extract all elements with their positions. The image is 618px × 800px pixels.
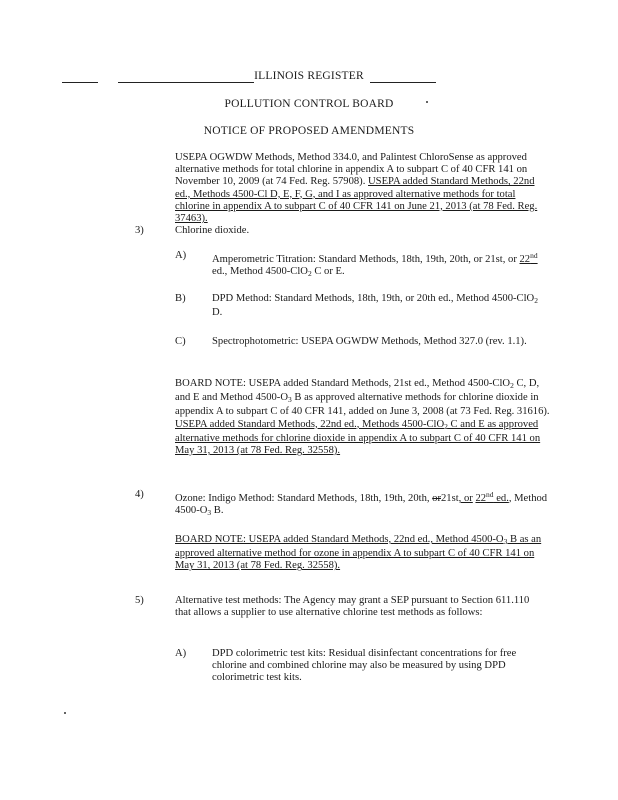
item-4-board-note: BOARD NOTE: USEPA added Standard Methods, 22nd ed., Method $4500-O_3$ B as an approved alternative method for ozone in appendix A to subpart C of 40 CFR 141 on May 31, 2013 (at 78 Fed. Reg. 32558).	[175, 534, 542, 572]
header-rule-mid	[118, 82, 254, 83]
intro-paragraph	[175, 152, 551, 225]
item-5-number: 5)	[135, 595, 144, 606]
board-title: POLLUTION CONTROL BOARD	[224, 98, 394, 110]
item-5a-text: DPD colorimetric test kits: Residual disinfectant concentrations for free chlorine and combined chlorine may also be measured by using DPD colorimetric test kits.	[212, 648, 517, 684]
item-3c-text: Spectrophotometric: USEPA OGWDW Methods, Method 327.0 (rev. 1.1).	[212, 336, 527, 347]
item-4-number: 4)	[135, 489, 144, 500]
item-3-number: 3)	[135, 225, 144, 236]
item-3b-text: DPD Method: Standard Methods, 18th, 19th, or 20th ed., Method 4500-ClO$_2$ D.	[212, 293, 538, 319]
register-title: ILLINOIS REGISTER	[254, 70, 364, 82]
intro-text-2: USEPA added Standard Methods, 22nd ed., Methods 4500-Cl D, E, F, G, and I as approved alternative methods for total chlorine in appendix A to subpart C of 40 CFR 141 on June 21, 2013 (at 78 Fed. Reg. 37463).	[175, 176, 538, 225]
scan-speck	[426, 101, 428, 103]
notice-title: NOTICE OF PROPOSED AMENDMENTS	[203, 125, 415, 137]
item-4-text: Ozone: Indigo Method: Standard Methods, 18th, 19th, 20th, or21st, or 22nd ed., Method $4500-O_3$ B.	[175, 490, 548, 518]
item-3a-label: A)	[175, 250, 187, 261]
item-3c-label: C)	[175, 336, 186, 347]
item-3-title: Chlorine dioxide.	[175, 225, 250, 236]
scan-speck-bottom	[64, 712, 66, 714]
item-5a-label: A)	[175, 648, 187, 659]
header-rule-right	[370, 82, 436, 83]
intro-text-1: USEPA OGWDW Methods, Method 334.0, and Palintest ChloroSense as approved alternative methods for total chlorine in appendix A to subpart C of 40 CFR 141 on November 10, 2009 (at 74 Fed. Reg. 57908).	[175, 152, 528, 188]
item-3b-label: B)	[175, 293, 186, 304]
item-3-board-note: BOARD NOTE: USEPA added Standard Methods, 21st ed., Method 4500-ClO$_2$ C, D, and E and Method $4500-O_3$ B as approved alternative methods for chlorine dioxide in appendix A to subpart C of 40 CFR 141, added on June 3, 2008 (at 73 Fed. Reg. 31616). USEPA added Standard Methods, 22nd ed., Methods 4500-ClO$_2$ C and E as approved alternative methods for chlorine dioxide in appendix A to subpart C of 40 CFR 141 on May 31, 2013 (at 78 Fed. Reg. 32558).	[175, 378, 550, 457]
item-5-text: Alternative test methods: The Agency may grant a SEP pursuant to Section 611.110 that allows a supplier to use alternative chlorine test methods as follows:	[175, 595, 530, 619]
item-3a-text: Amperometric Titration: Standard Methods, 18th, 19th, 20th, or 21st, or 22nd ed., Method 4500-ClO$_2$ C or E.	[212, 251, 538, 279]
header-rule-left	[62, 82, 98, 83]
